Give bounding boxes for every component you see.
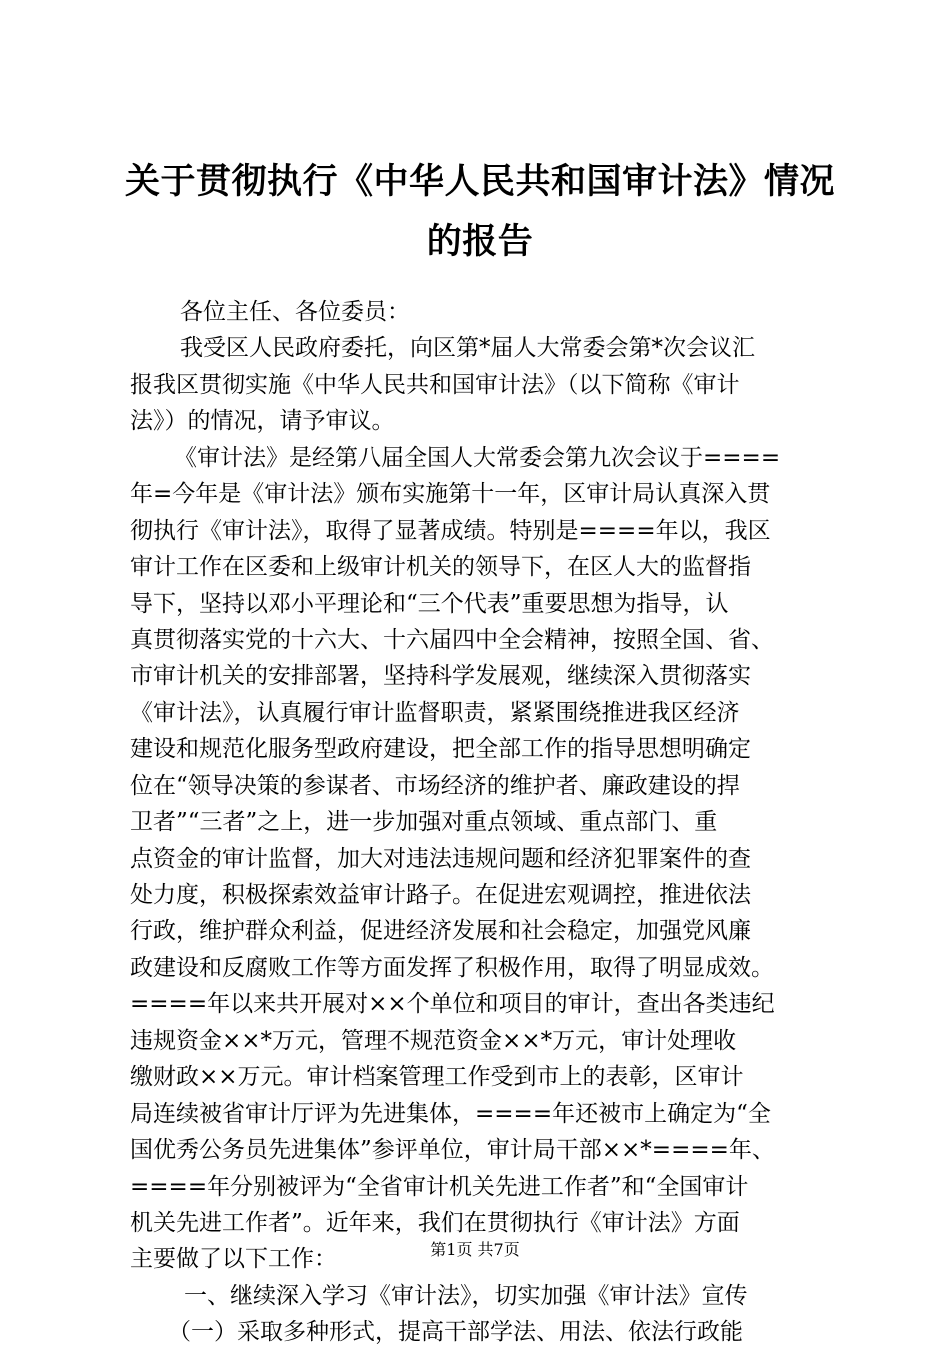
paragraph-line: 市审计机关的安排部署，坚持科学发展观，继续深入贯彻落实	[130, 663, 751, 690]
document-body	[130, 294, 842, 1351]
paragraph-line: 主要做了以下工作：	[130, 1246, 337, 1273]
paragraph-line: 机关先进工作者”。近年来，我们在贯彻执行《审计法》方面	[130, 1209, 740, 1236]
paragraph-line: 建设和规范化服务型政府建设，把全部工作的指导思想明确定	[130, 736, 751, 763]
paragraph-line: 缴财政××万元。审计档案管理工作受到市上的表彰，区审计	[130, 1064, 744, 1091]
subsection-heading: （一）采取多种形式，提高干部学法、用法、依法行政能	[168, 1319, 743, 1346]
paragraph-line: 审计工作在区委和上级审计机关的领导下，在区人大的监督指	[130, 554, 751, 581]
paragraph-line: 我受区人民政府委托，向区第*届人大常委会第*次会议汇	[180, 335, 755, 362]
paragraph-line: 年=今年是《审计法》颁布实施第十一年，区审计局认真深入贯	[130, 481, 771, 508]
document-title-line-2: 的报告	[426, 222, 534, 262]
paragraph-line: 导下，坚持以邓小平理论和“三个代表”重要思想为指导，认	[130, 590, 729, 617]
paragraph-line: 报我区贯彻实施《中华人民共和国审计法》（以下简称《审计	[130, 371, 740, 398]
paragraph-line: 违规资金××*万元，管理不规范资金××*万元，审计处理收	[130, 1027, 737, 1054]
salutation: 各位主任、各位委员：	[180, 299, 410, 325]
paragraph-line: 位在“领导决策的参谋者、市场经济的维护者、廉政建设的捍	[130, 772, 740, 799]
document-title-line-1: 关于贯彻执行《中华人民共和国审计法》情况	[124, 162, 835, 202]
paragraph-line: ====年分别被评为“全省审计机关先进工作者”和“全国审计	[130, 1173, 749, 1200]
paragraph-line: 局连续被省审计厅评为先进集体，====年还被市上确定为“全	[130, 1100, 771, 1127]
paragraph-line: 法》）的情况，请予审议。	[130, 408, 395, 435]
page-footer: 第1页 共7页	[430, 1240, 520, 1259]
paragraph-line: 卫者”“三者”之上，进一步加强对重点领域、重点部门、重	[130, 809, 718, 836]
paragraph-line: 彻执行《审计法》，取得了显著成绩。特别是====年以，我区	[130, 517, 771, 544]
paragraph-line: ====年以来共开展对××个单位和项目的审计，查出各类违纪	[130, 991, 775, 1018]
paragraph-line: 《审计法》，认真履行审计监督职责，紧紧围绕推进我区经济	[130, 699, 740, 726]
paragraph-line: 处力度，积极探索效益审计路子。在促进宏观调控，推进依法	[130, 882, 751, 908]
paragraph-line: 国优秀公务员先进集体”参评单位，审计局干部××*====年、	[130, 1137, 775, 1164]
paragraph-line: 点资金的审计监督，加大对违法违规问题和经济犯罪案件的查	[130, 845, 751, 872]
paragraph-line: 真贯彻落实党的十六大、十六届四中全会精神，按照全国、省、	[130, 626, 774, 653]
paragraph-line: 政建设和反腐败工作等方面发挥了积极作用，取得了明显成效。	[130, 954, 774, 981]
section-heading: 一、继续深入学习《审计法》，切实加强《审计法》宣传	[184, 1282, 748, 1309]
paragraph-line: 行政，维护群众利益，促进经济发展和社会稳定，加强党风廉	[130, 918, 751, 945]
paragraph-line: 《审计法》是经第八届全国人大常委会第九次会议于====	[174, 444, 781, 471]
